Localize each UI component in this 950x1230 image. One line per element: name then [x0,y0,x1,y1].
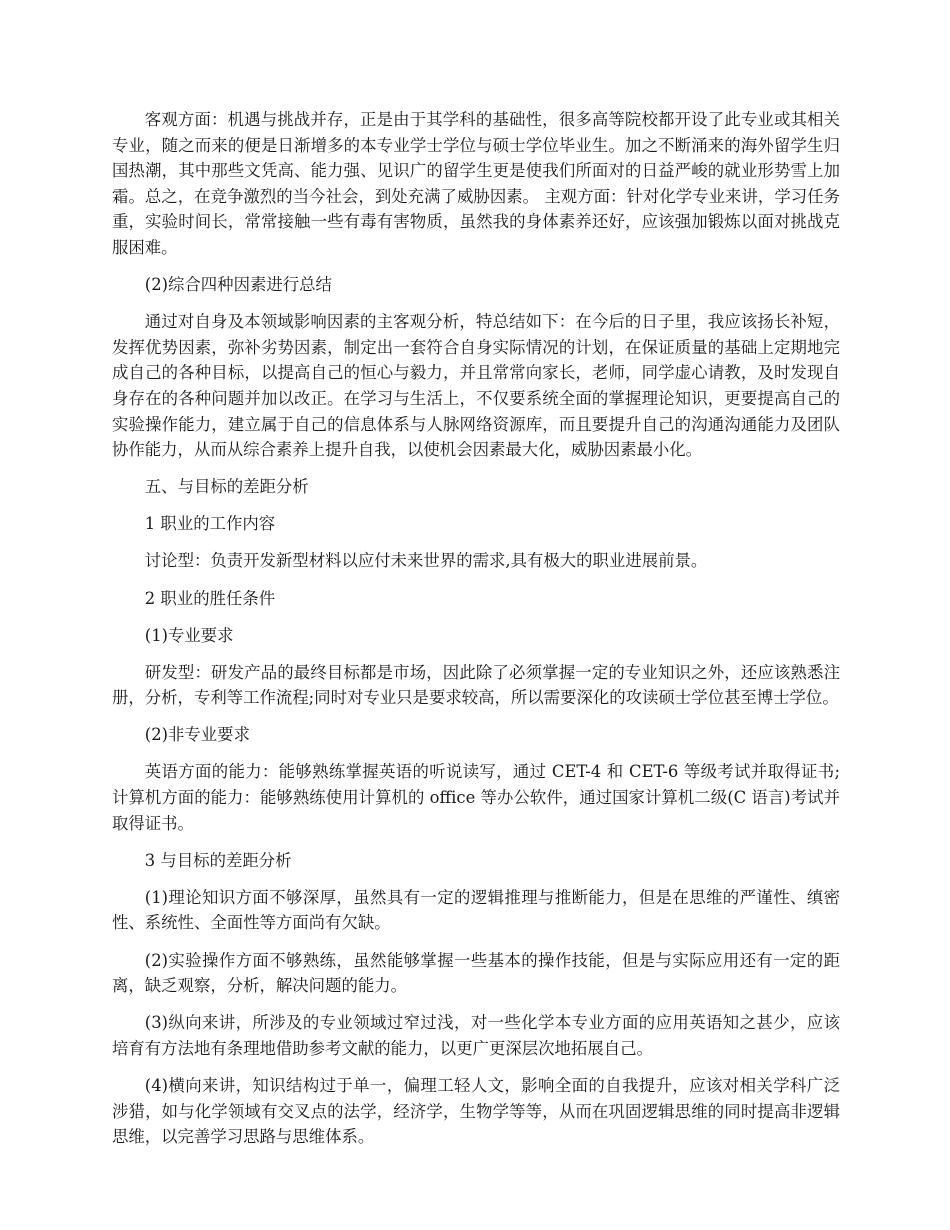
heading-professional-requirements: (1)专业要求 [144,625,234,645]
heading-gap-analysis: 3 与目标的差距分析 [144,850,292,870]
paragraph-gap-vertical: (3)纵向来讲，所涉及的专业领域过窄过浅，对一些化学本专业方面的应用英语知之甚少，应该培育有方法地有条理地借助参考文献的能力，以更广更深层次地拓展自己。 [112,1013,840,1058]
heading-summary-four-factors: (2)综合四种因素进行总结 [144,275,332,295]
paragraph-gap-theory: (1)理论知识方面不够深厚，虽然具有一定的逻辑推理与推断能力，但是在思维的严谨性、缜密性、系统性、全面性等方面尚有欠缺。 [112,887,840,933]
paragraph-language-computer-skills: 英语方面的能力：能够熟练掌握英语的听说读写，通过 CET-4 和 CET-6 等级考试并取得证书;计算机方面的能力：能够熟练使用计算机的 office 等办公软件，通过国家计算机二级(C 语言)考试并取得证书。 [112,762,840,833]
paragraph-gap-horizontal: (4)横向来讲，知识结构过于单一，偏理工轻人文，影响全面的自我提升，应该对相关学科广泛涉猎，如与化学领域有交叉点的法学，经济学，生物学等等，从而在巩固逻辑思维的同时提高非逻辑思维，以完善学习思路与思维体系。 [112,1075,840,1147]
heading-non-professional-requirements: (2)非专业要求 [144,725,250,745]
paragraph-summary: 通过对自身及本领域影响因素的主客观分析，特总结如下：在今后的日子里，我应该扬长补短，发挥优势因素，弥补劣势因素，制定出一套符合自身实际情况的计划，在保证质量的基础上定期地完成自己的各种目标，以提高自己的恒心与毅力，并且常常向家长，老师，同学虚心请教，及时发现自身存在的各种问题并加以改正。在学习与生活上，不仅要系统全面的掌握理论知识，更要提高自己的实验操作能力，建立属于自己的信息体系与人脉网络资源库，而且要提升自己的沟通沟通能力及团队协作能力，从而从综合素养上提升自我，以使机会因素最大化，威胁因素最小化。 [112,312,840,460]
paragraph-rd-type: 研发型：研发产品的最终目标都是市场，因此除了必须掌握一定的专业知识之外，还应该熟悉注册，分析，专利等工作流程;同时对专业只是要求较高，所以需要深化的攻读硕士学位甚至博士学位。 [112,662,840,708]
heading-job-content: 1 职业的工作内容 [144,514,276,534]
section-heading-gap-analysis: 五、与目标的差距分析 [144,477,309,497]
paragraph-research-type: 讨论型：负责开发新型材料以应付未来世界的需求,具有极大的职业进展前景。 [144,551,708,571]
document-page [112,107,840,1161]
heading-job-qualifications: 2 职业的胜任条件 [144,588,276,608]
paragraph-objective-subjective: 客观方面：机遇与挑战并存，正是由于其学科的基础性，很多高等院校都开设了此专业或其相关专业，随之而来的便是日渐增多的本专业学士学位与硕士学位毕业生。加之不断涌来的海外留学生归国热潮，其中那些文凭高、能力强、见识广的留学生更是使我们所面对的日益严峻的就业形势雪上加霜。总之，在竞争激烈的当今社会，到处充满了威胁因素。 主观方面：针对化学专业来讲，学习任务重，实验时间长，常常接触一些有毒有害物质，虽然我的身体素养还好，应该强加锻炼以面对挑战克服困难。 [112,110,840,257]
paragraph-gap-experiment: (2)实验操作方面不够熟练，虽然能够掌握一些基本的操作技能，但是与实际应用还有一定的距离，缺乏观察，分析，解决问题的能力。 [112,950,840,996]
